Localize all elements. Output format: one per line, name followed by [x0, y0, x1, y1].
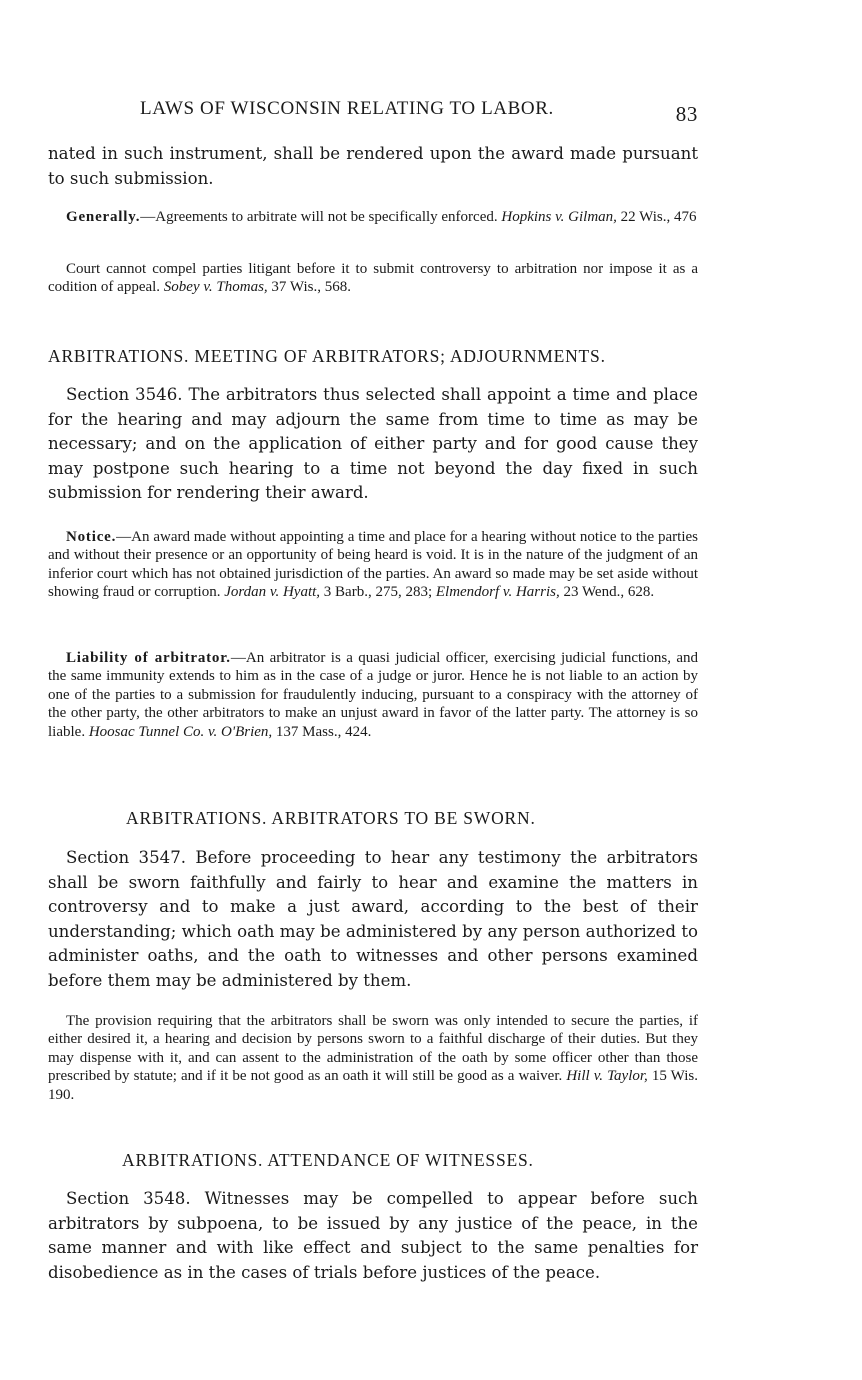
section-3548-paragraph	[48, 1187, 698, 1285]
note-text-sworn: The provision requiring that the arbitrators shall be sworn was only intended to secure the parties, if either desired it, a hearing and decision by persons sworn to a faithful discharge of their duties. But they may dispense with it, and can assent to the administration of the oath by some officer other than those prescribed by statute; and if it be not good as an oath it will still be good as a waiver.	[48, 1013, 698, 1085]
note-label-notice: Notice.	[66, 529, 117, 545]
note-notice	[48, 528, 698, 602]
case-citation: 3 Barb., 275, 283;	[320, 584, 436, 601]
section-heading-3546: ARBITRATIONS. MEETING OF ARBITRATORS; ADJOURNMENTS.	[48, 346, 606, 366]
case-name: Elmendorf v. Harris,	[435, 584, 560, 601]
section-heading-3548: ARBITRATIONS. ATTENDANCE OF WITNESSES.	[122, 1150, 534, 1170]
section-3548-text: Section 3548. Witnesses may be compelled to appear before such arbitrators by subpoena, to be issued by any justice of the peace, in the same manner and with like effect and subject to the same penalties for disobedience as in the cases of trials before justices of the peace.	[48, 1189, 698, 1282]
running-title: LAWS OF WISCONSIN RELATING TO LABOR.	[140, 98, 554, 119]
note-court	[48, 260, 698, 297]
case-name: Hill v. Taylor,	[566, 1068, 648, 1085]
case-citation: 37 Wis., 568.	[267, 279, 351, 296]
case-name: Hopkins v. Gilman,	[501, 209, 617, 225]
note-text-notice: —An award made without appointing a time and place for a hearing without notice to the parties and without their presence or an opportunity of being heard is void. It is in the nature of the judgment of an inferior court which has not obtained jurisdiction of the parties. An award so made may be set aside without showing fraud or corruption.	[48, 529, 698, 601]
note-sworn	[48, 1012, 698, 1104]
section-3547-paragraph	[48, 846, 698, 993]
note-liability	[48, 649, 698, 741]
page-number: 83	[675, 102, 698, 126]
note-label-liability: Liability of arbitrator.	[66, 650, 231, 666]
case-citation: 15 Wis. 190.	[48, 1068, 698, 1103]
note-text-court: Court cannot compel parties litigant before it to submit controversy to arbitration nor impose it as a codition of appeal.	[48, 261, 698, 296]
intro-paragraph	[48, 142, 698, 191]
note-label-generally: Generally.	[66, 209, 141, 225]
section-heading-3547: ARBITRATIONS. ARBITRATORS TO BE SWORN.	[126, 808, 536, 828]
note-generally	[48, 208, 698, 226]
case-citation: 22 Wis., 476	[616, 209, 697, 225]
case-citation: 137 Mass., 424.	[272, 723, 372, 740]
case-name: Jordan v. Hyatt,	[224, 584, 321, 601]
case-citation: 23 Wend., 628.	[559, 584, 655, 601]
case-name: Hoosac Tunnel Co. v. O'Brien,	[88, 723, 273, 740]
intro-text: nated in such instrument, shall be rendered upon the award made pursuant to such submission.	[48, 144, 698, 188]
section-3546-text: Section 3546. The arbitrators thus selected shall appoint a time and place for the hearing and may adjourn the same from time to time as may be necessary; and on the application of either party and for good cause they may postpone such hearing to a time not beyond the day fixed in such submission for rendering their award.	[48, 385, 698, 502]
section-3546-paragraph	[48, 383, 698, 506]
case-name: Sobey v. Thomas,	[163, 279, 268, 296]
note-text-liability: —An arbitrator is a quasi judicial officer, exercising judicial functions, and the same immunity extends to him as in the case of a judge or juror. Hence he is not liable to an action by one of the parties to a submission for fraudulently inducing, pursuant to a conspiracy with the attorney of the other party, the other arbitrators to make an unjust award in favor of the latter party. The attorney is so liable.	[48, 650, 698, 740]
section-3547-text: Section 3547. Before proceeding to hear any testimony the arbitrators shall be sworn faithfully and fairly to hear and examine the matters in controversy and to make a just award, according to the best of their understanding; which oath may be administered by any person authorized to administer oaths, and the oath to witnesses and other persons examined before them may be administered by them.	[48, 848, 698, 990]
note-text-generally: —Agreements to arbitrate will not be specifically enforced.	[140, 209, 502, 225]
